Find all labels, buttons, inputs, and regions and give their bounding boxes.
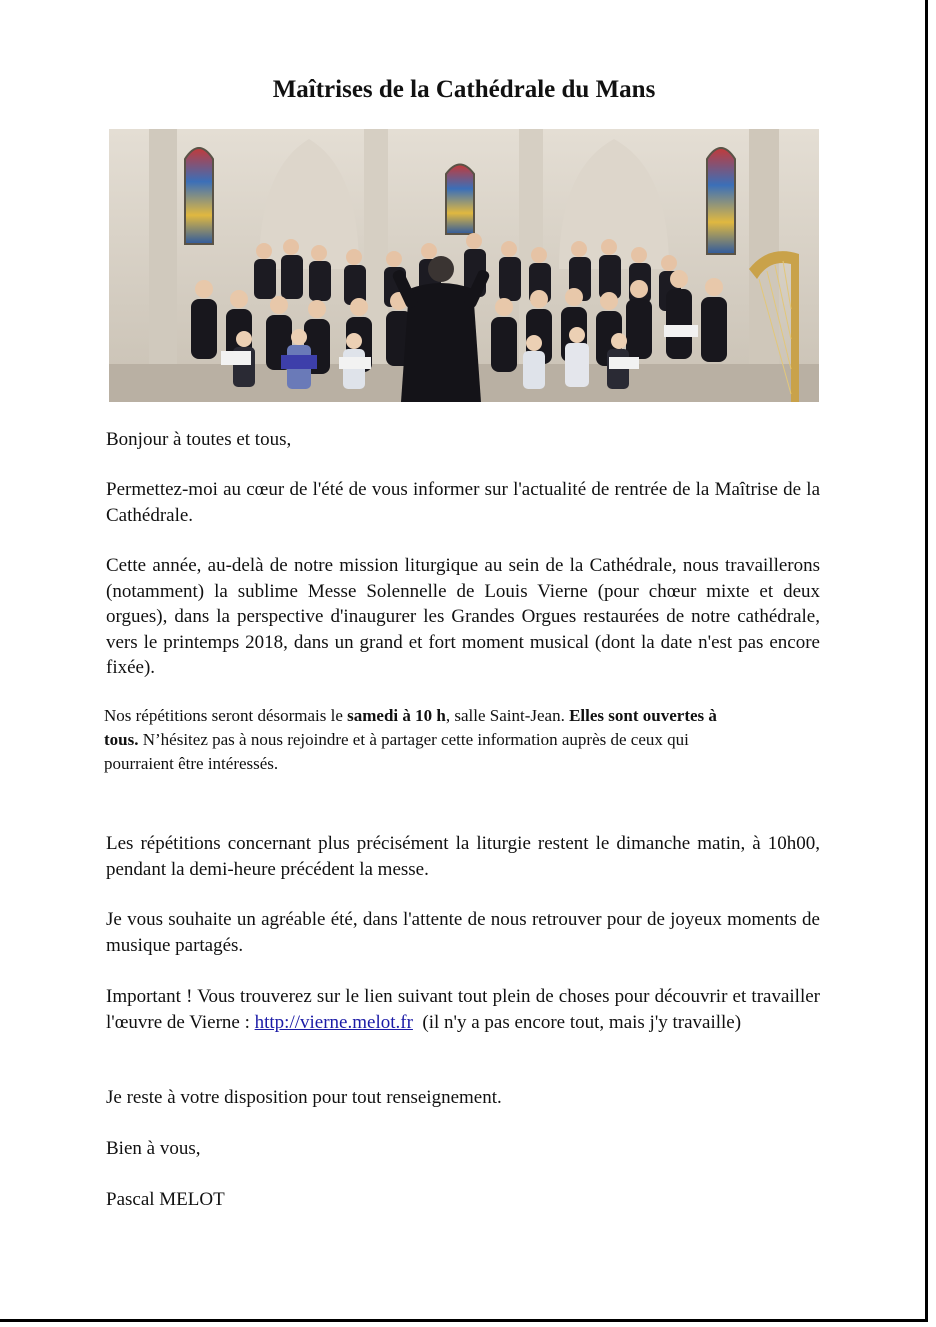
paragraph-important xyxy=(106,984,820,1035)
greeting: Bonjour à toutes et tous, xyxy=(106,429,292,450)
paragraph-program: Cette année, au-delà de notre mission liturgique au sein de la Cathédrale, nous travaillerons (notamment) la sublime Messe Solennelle de Louis Vierne (pour chœur mixte et deux orgues), dans la perspective d'inaugurer les Grandes Orgues restaurées de notre cathédrale, vers le printemps 2018, dans un grand et fort moment musical (dont la date n'est pas encore fixée). xyxy=(106,555,820,678)
choir-photo xyxy=(109,129,819,402)
paragraph-availability: Je reste à votre disposition pour tout renseignement. xyxy=(106,1087,502,1108)
page-title: Maîtrises de la Cathédrale du Mans xyxy=(272,76,656,103)
paragraph-intro: Permettez-moi au cœur de l'été de vous informer sur l'actualité de rentrée de la Maîtrise de la Cathédrale. xyxy=(106,479,820,526)
notice-text: N’hésitez pas à nous rejoindre et à partager cette information auprès de ceux qui pourraient être intéressés. xyxy=(104,730,689,773)
important-text: (il n'y a pas encore tout, mais j'y travaille) xyxy=(412,1011,742,1033)
notice-text: Nos répétitions seront désormais le xyxy=(104,706,348,725)
rehearsal-notice xyxy=(104,704,724,776)
paragraph-wishes: Je vous souhaite un agréable été, dans l'attente de nous retrouver pour de joyeux moments de musique partagés. xyxy=(106,909,820,956)
notice-text: , salle Saint-Jean. xyxy=(445,706,570,725)
closing: Bien à vous, xyxy=(106,1138,201,1159)
paragraph-liturgy: Les répétitions concernant plus précisément la liturgie restent le dimanche matin, à 10h00, pendant la demi-heure précédent la messe. xyxy=(106,833,820,880)
vierne-link[interactable]: http://vierne.melot.fr xyxy=(254,1011,413,1033)
notice-day: samedi à 10 h xyxy=(347,706,446,725)
signature: Pascal MELOT xyxy=(106,1189,225,1210)
notice-open: Elles sont ouvertes à tous. xyxy=(104,706,717,749)
choir-photo-icon xyxy=(109,129,819,402)
important-text: Important ! Vous trouverez sur le lien suivant tout plein de choses pour découvrir et travailler l'œuvre de Vierne : xyxy=(106,986,820,1033)
